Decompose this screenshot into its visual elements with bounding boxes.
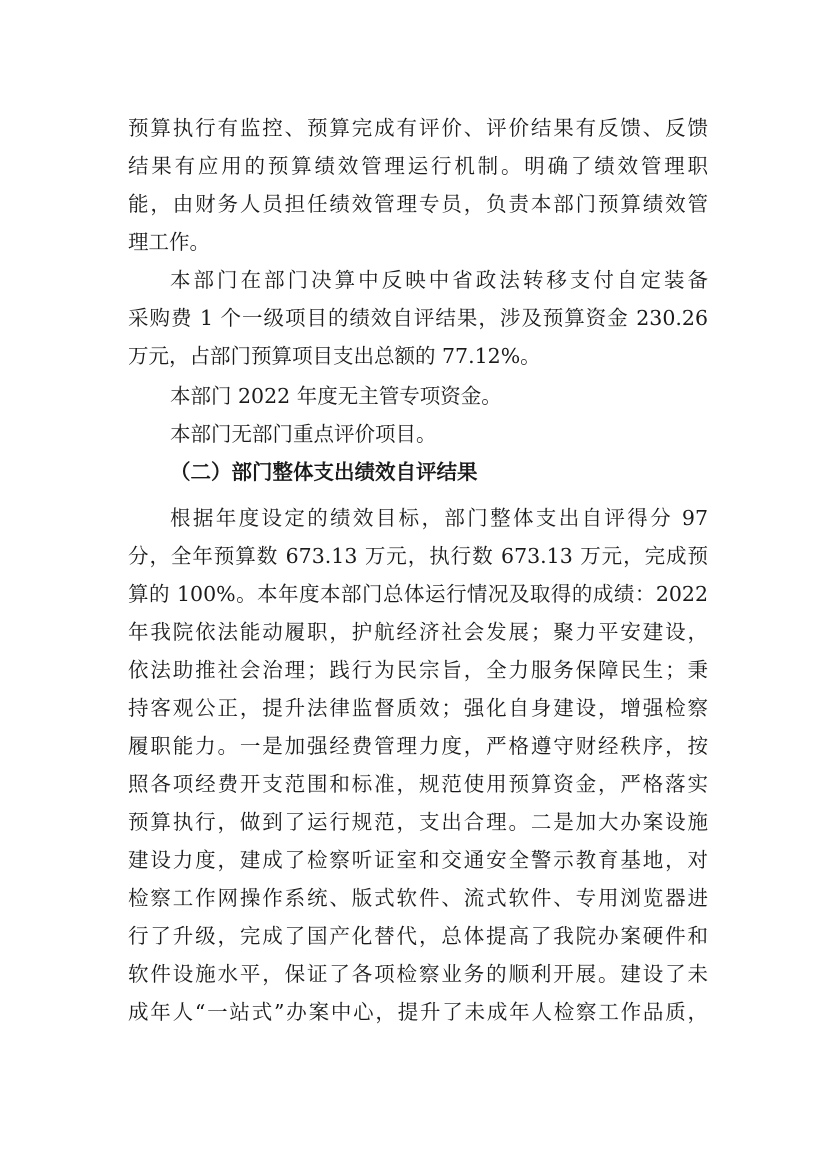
paragraph-2-line: 本部门在部门决算中反映中省政法转移支付自定装备 — [170, 268, 708, 292]
paragraph-5-line: 行了升级，完成了国产化替代，总体提高了我院办案硬件和 — [128, 924, 708, 948]
paragraph-4-line: 本部门无部门重点评价项目。 — [170, 422, 437, 446]
paragraph-5-line: 成年人“一站式”办案中心，提升了未成年人检察工作品质， — [128, 1000, 708, 1024]
paragraph-5-line: 预算执行，做到了运行规范，支出合理。二是加大办案设施 — [128, 810, 708, 834]
paragraph-5-line: 照各项经费开支范围和标准，规范使用预算资金，严格落实 — [128, 772, 708, 796]
paragraph-5-line: 软件设施水平，保证了各项检察业务的顺利开展。建设了未 — [128, 962, 708, 986]
paragraph-1-line: 结果有应用的预算绩效管理运行机制。明确了绩效管理职 — [128, 154, 708, 178]
paragraph-5-line: 建设力度，建成了检察听证室和交通安全警示教育基地，对 — [128, 848, 708, 872]
paragraph-5-line: 算的 100%。本年度本部门总体运行情况及取得的成绩：2022 — [128, 582, 708, 606]
paragraph-5-line: 根据年度设定的绩效目标，部门整体支出自评得分 97 — [170, 506, 708, 530]
paragraph-3-line: 本部门 2022 年度无主管专项资金。 — [170, 384, 502, 408]
paragraph-5-line: 依法助推社会治理；践行为民宗旨，全力服务保障民生；秉 — [128, 658, 708, 682]
paragraph-2-line: 采购费 1 个一级项目的绩效自评结果，涉及预算资金 230.26 — [128, 306, 708, 330]
paragraph-5-line: 持客观公正，提升法律监督质效；强化自身建设，增强检察 — [128, 696, 708, 720]
section-heading: （二）部门整体支出绩效自评结果 — [170, 460, 478, 484]
paragraph-5-line: 检察工作网操作系统、版式软件、流式软件、专用浏览器进 — [128, 886, 708, 910]
paragraph-2-line: 万元，占部门预算项目支出总额的 77.12%。 — [128, 344, 541, 368]
paragraph-5-line: 履职能力。一是加强经费管理力度，严格遵守财经秩序，按 — [128, 734, 708, 758]
paragraph-1-line: 能，由财务人员担任绩效管理专员，负责本部门预算绩效管 — [128, 192, 708, 216]
paragraph-5-line: 分，全年预算数 673.13 万元，执行数 673.13 万元，完成预 — [128, 544, 708, 568]
paragraph-1-line: 理工作。 — [128, 230, 210, 254]
paragraph-5-line: 年我院依法能动履职，护航经济社会发展；聚力平安建设， — [128, 620, 708, 644]
paragraph-1-line: 预算执行有监控、预算完成有评价、评价结果有反馈、反馈 — [128, 116, 708, 140]
